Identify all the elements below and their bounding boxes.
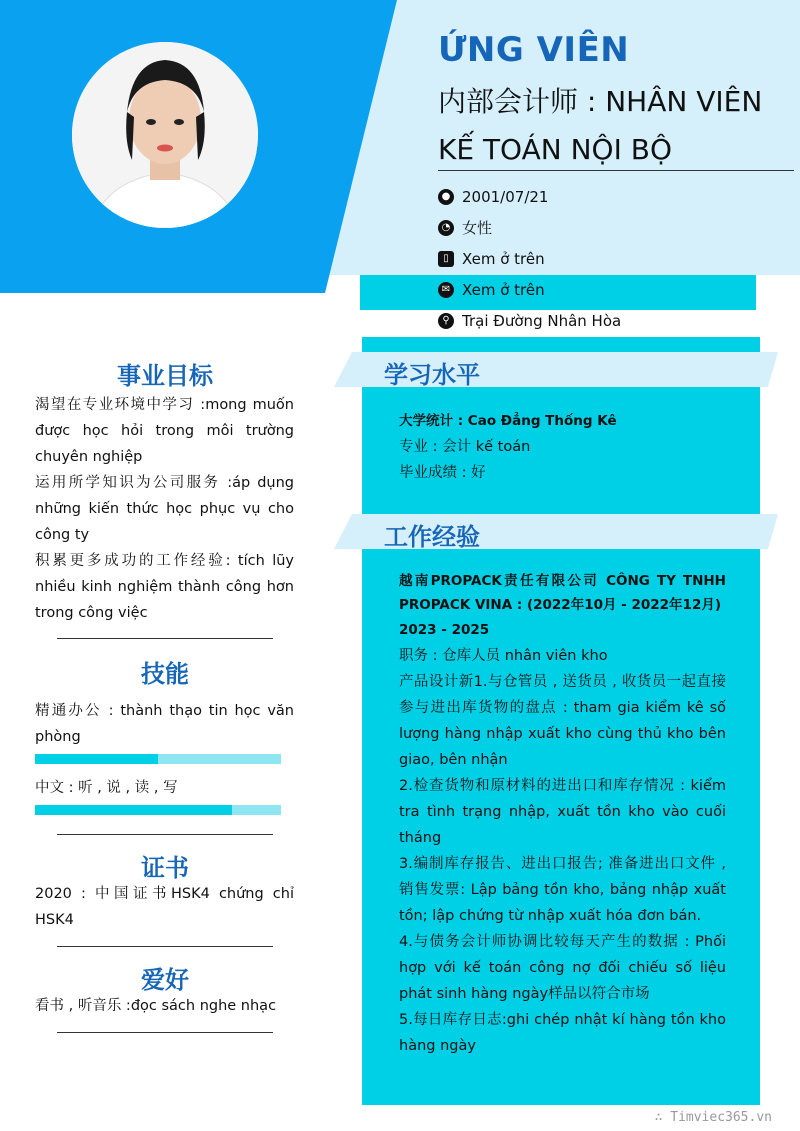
skills-heading: 技能: [141, 660, 189, 688]
objective-item: 渴望在专业环境中学习 :mong muốn được học hỏi trong môi trường chuyên nghiệp: [35, 397, 294, 465]
skill-level-bar: [35, 754, 281, 764]
experience-line: 3.编制库存报告、进出口报告; 准备进出口文件 , 销售发票: Lập bảng tồn kho, bảng nhập xuất tồn; lập chứng từ nhập xuất hóa đơn bán.: [399, 856, 726, 924]
title-divider: [438, 170, 794, 171]
clock-icon: ◔: [438, 220, 454, 236]
info-phone: [438, 243, 621, 274]
watermark: ∴ Timviec365.vn: [654, 1110, 772, 1125]
skill-level-bar: [35, 805, 281, 815]
experience-company: 越南PROPACK责任有限公司 CÔNG TY TNHH PROPACK VINA : (2022年10月 - 2022年12月): [399, 573, 726, 613]
hobbies-text: 看书 , 听音乐 :đọc sách nghe nhạc: [35, 998, 277, 1014]
experience-line: 2.检查货物和原材料的进出口和库存情况 : kiểm tra tình trạng nhập, xuất tồn kho vào cuối tháng: [399, 778, 726, 846]
objective-item: 积累更多成功的工作经验: tích lũy nhiều kinh nghiệm thành công hơn trong công việc: [35, 553, 294, 621]
address-value: Trại Đường Nhân Hòa: [462, 311, 622, 330]
section-divider: [57, 1032, 273, 1033]
info-birthdate: [438, 181, 621, 212]
hobbies-heading: 爱好: [141, 966, 189, 994]
experience-line: 4.与债务会计师协调比较每天产生的数据 : Phối hợp với kế toán công nợ đối chiếu số liệu phát sinh hàng ngày样品以符合市场: [399, 934, 726, 1002]
page-title: ỨNG VIÊN: [438, 30, 630, 70]
objective-item: 运用所学知识为公司服务 :áp dụng những kiến thức học phục vụ cho công ty: [35, 475, 294, 543]
section-divider: [57, 834, 273, 835]
experience-line: 产品设计新1.与仓管员 , 送货员 , 收货员一起直接参与进出库货物的盘点 : tham gia kiểm kê số lượng hàng nhập xuất kho cùng thủ kho bên giao, bên nhận: [399, 674, 726, 768]
gender-value: 女性: [462, 219, 493, 237]
skill-label: 中文 : 听 , 说 , 读 , 写: [35, 780, 178, 796]
education-major: 专业 : 会计 kế toán: [399, 439, 531, 455]
education-content: [399, 408, 726, 486]
section-divider: [57, 638, 273, 639]
info-gender: [438, 212, 621, 243]
experience-line: 5.每日库存日志:ghi chép nhật kí hàng tồn kho hàng ngày: [399, 1012, 726, 1054]
certificates-text: 2020 : 中国证书HSK4 chứng chỉ HSK4: [35, 886, 294, 928]
user-icon: ●: [438, 189, 454, 205]
education-grade: 毕业成绩 : 好: [399, 465, 486, 481]
info-address: [438, 305, 621, 336]
mail-icon: ✉: [438, 282, 454, 298]
location-icon: ⚲: [438, 313, 454, 329]
objective-heading: 事业目标: [117, 362, 213, 390]
personal-info: [438, 181, 621, 336]
birthdate-value: 2001/07/21: [462, 187, 549, 206]
certificates-heading: 证书: [141, 854, 189, 882]
experience-heading: 工作经验: [384, 523, 480, 551]
section-divider: [57, 946, 273, 947]
education-school: 大学统计 : Cao Đẳng Thống Kê: [399, 413, 617, 429]
info-email: [438, 274, 621, 305]
experience-role: 职务 : 仓库人员 nhân viên kho: [399, 648, 608, 664]
objective-content: [35, 392, 294, 626]
email-value: Xem ở trên: [462, 280, 545, 299]
avatar: [72, 42, 258, 228]
phone-value: Xem ở trên: [462, 249, 545, 268]
experience-content: [399, 569, 726, 1059]
job-position: 内部会计师 : NHÂN VIÊN KẾ TOÁN NỘI BỘ: [438, 85, 763, 166]
education-heading: 学习水平: [384, 361, 480, 389]
phone-icon: ▯: [438, 251, 454, 267]
experience-period: 2023 - 2025: [399, 622, 490, 638]
skill-label: 精通办公 : thành thạo tin học văn phòng: [35, 703, 294, 745]
